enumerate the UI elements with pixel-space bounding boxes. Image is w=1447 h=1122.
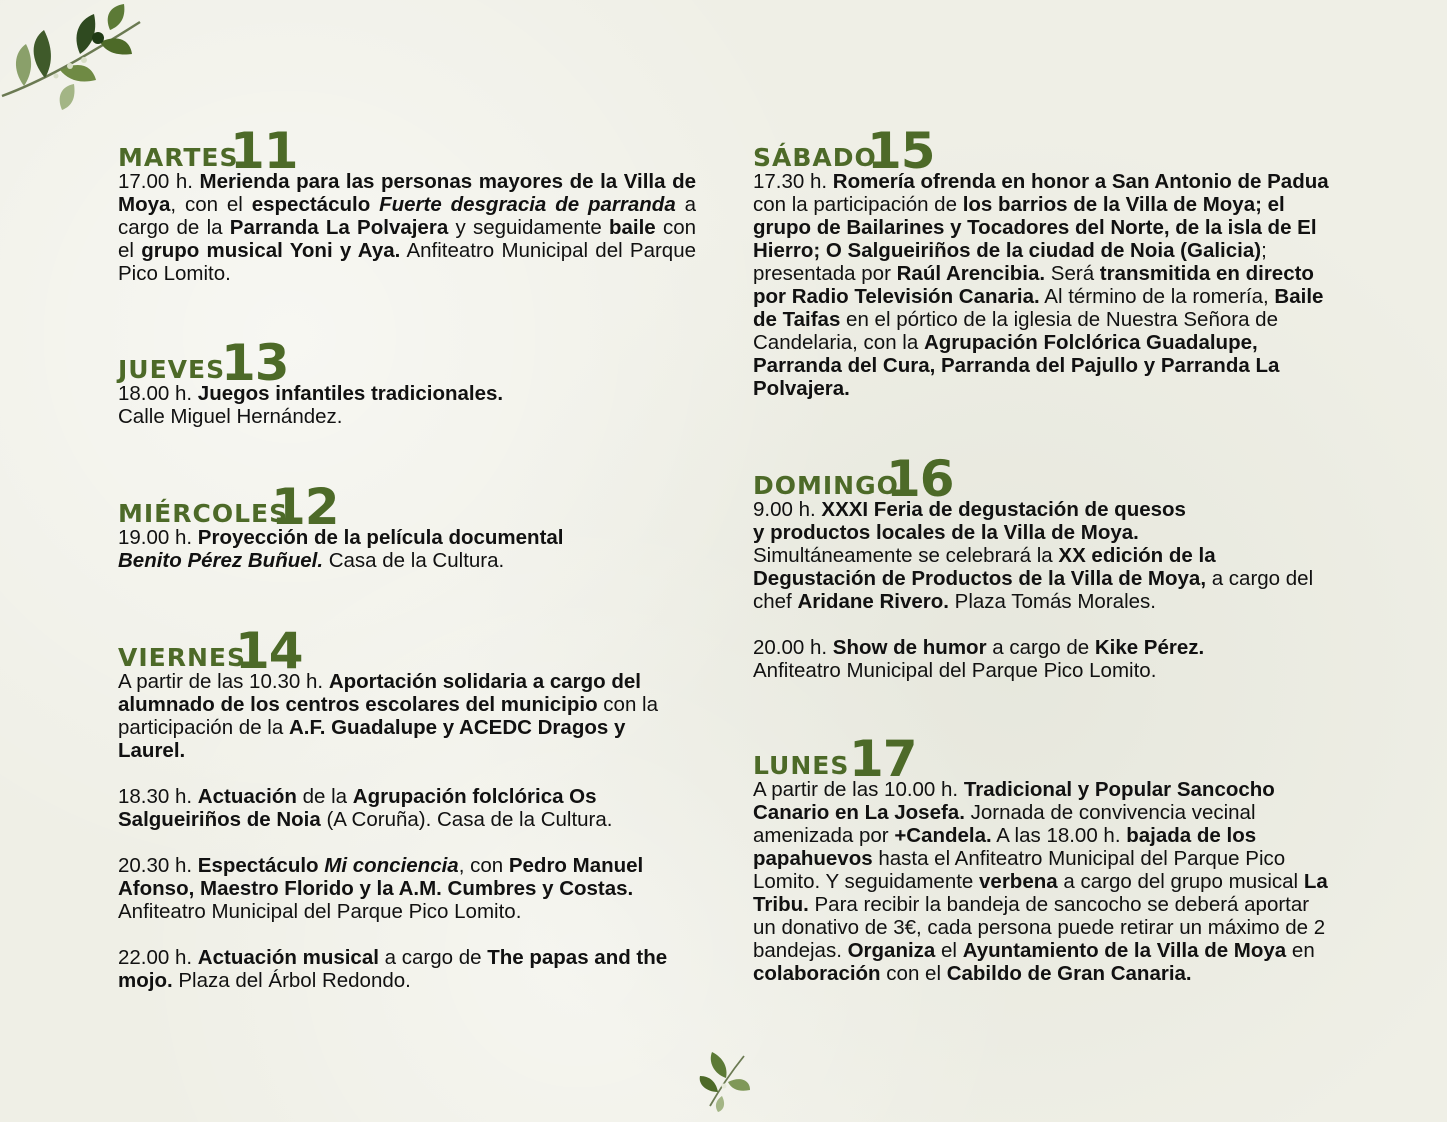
event-text: Al término de la romería, — [1039, 285, 1275, 308]
event-text: en — [1286, 939, 1315, 962]
event-highlight: Actuación musical — [197, 946, 379, 969]
day-heading — [118, 476, 696, 536]
day-name: MARTES — [118, 143, 239, 172]
event-highlight: Proyección de la película documental — [197, 526, 564, 549]
event-highlight: y productos locales de la Villa de Moya. — [753, 521, 1139, 544]
event-text: A las 18.00 h. — [991, 824, 1127, 847]
event-highlight: verbena — [979, 870, 1058, 893]
event-highlight: Romería ofrenda en honor a San Antonio de Padua — [832, 170, 1329, 193]
event-text: Simultáneamente se celebrará la — [753, 544, 1059, 567]
event-text: Jornada de convivencia vecinal amenizada por — [753, 801, 1256, 847]
event-highlight: Merienda para las personas mayores de la Villa de Moya — [118, 170, 696, 216]
day-number: 16 — [886, 450, 954, 508]
event-text: , con — [458, 854, 509, 877]
event-text: 18.00 h. — [118, 382, 198, 405]
day-domingo — [753, 448, 1333, 682]
event-text: Calle Miguel Hernández. — [118, 405, 343, 428]
event-highlight: colaboración — [753, 962, 881, 985]
day-number: 13 — [221, 334, 289, 392]
event-highlight: Juegos infantiles tradicionales. — [197, 382, 504, 405]
event-highlight: Show de humor — [832, 636, 987, 659]
event-text: Para recibir la bandeja de sancocho se deberá aportar un donativo de 3€, cada persona puede retirar un máximo de 2 bandejas. — [753, 893, 1326, 962]
event-text: Plaza Tomás Morales. — [948, 590, 1156, 613]
event-text: con la participación de — [753, 193, 963, 216]
event-highlight: Parranda La Polvajera — [229, 216, 449, 239]
day-viernes — [118, 620, 696, 992]
event-text: 20.00 h. — [753, 636, 833, 659]
event-highlight: Espectáculo — [197, 854, 325, 877]
day-name: DOMINGO — [753, 471, 899, 500]
event-highlight: Actuación — [197, 785, 297, 808]
event-highlight: grupo musical Yoni y Aya. — [141, 239, 401, 262]
event-highlight: A.F. Guadalupe y ACEDC Dragos y Laurel. — [118, 716, 626, 762]
event-text: a cargo del chef — [753, 567, 1314, 613]
event-text: con el — [880, 962, 947, 985]
event-text: A partir de las 10.30 h. — [118, 670, 329, 693]
day-number: 11 — [230, 122, 298, 180]
event-highlight: +Candela. — [894, 824, 992, 847]
event-text: con el — [118, 216, 696, 262]
day-number: 12 — [271, 478, 339, 536]
event-highlight: Agrupación folclórica Os Salgueiriños de Noia — [118, 785, 597, 831]
day-name: JUEVES — [118, 355, 226, 384]
event-text: 18.30 h. — [118, 785, 198, 808]
day-lunes — [753, 728, 1333, 985]
day-jueves — [118, 332, 696, 428]
event — [118, 946, 696, 992]
day-heading — [118, 120, 696, 180]
event-title: Fuerte desgracia de parranda — [379, 193, 676, 216]
event-text: Anfiteatro Municipal del Parque Pico Lomito. — [118, 239, 697, 285]
olive-branch-icon — [0, 0, 150, 130]
event-text: 9.00 h. — [753, 498, 822, 521]
event-text: Casa de la Cultura. — [323, 549, 505, 572]
event-highlight: The papas and the mojo. — [118, 946, 668, 992]
event-text: hasta el Anfiteatro Municipal del Parque Pico Lomito. Y seguidamente — [753, 847, 1286, 893]
event-text: en el pórtico de la iglesia de Nuestra Señora de Candelaria, con la — [753, 308, 1278, 354]
event-highlight: Tradicional y Popular Sancocho Canario en La Josefa. — [753, 778, 1275, 824]
event-text: Será — [1045, 262, 1100, 285]
event-text: 22.00 h. — [118, 946, 198, 969]
event-highlight: XX edición de la Degustación de Productos de la Villa de Moya, — [753, 544, 1216, 590]
day-heading — [753, 448, 1333, 508]
event-highlight: bajada de los papahuevos — [753, 824, 1257, 870]
event-highlight: Baile de Taifas — [753, 285, 1324, 331]
event-highlight: Organiza — [847, 939, 936, 962]
event-text: Plaza del Árbol Redondo. — [172, 969, 411, 992]
event — [118, 854, 696, 923]
event-text: a cargo de la — [118, 193, 696, 239]
day-number: 15 — [867, 122, 935, 180]
event-text: y seguidamente — [448, 216, 609, 239]
event-text: ; presentada por — [753, 239, 1267, 285]
day-miercoles — [118, 476, 696, 572]
event-highlight: Kike Pérez. — [1094, 636, 1205, 659]
day-name: VIERNES — [118, 643, 246, 672]
event-highlight: Pedro Manuel Afonso, Maestro Florido y la A.M. Cumbres y Costas. — [118, 854, 644, 900]
event-highlight: Aridane Rivero. — [797, 590, 949, 613]
event-text: 17.30 h. — [753, 170, 833, 193]
day-heading — [753, 120, 1333, 180]
event-title: Benito Pérez Buñuel. — [118, 549, 324, 572]
event-highlight: Ayuntamiento de la Villa de Moya — [962, 939, 1287, 962]
day-number: 17 — [849, 730, 917, 788]
event-text: a cargo del grupo musical — [1057, 870, 1304, 893]
event-text: 17.00 h. — [118, 170, 200, 193]
event-text: de la — [296, 785, 353, 808]
day-name: MIÉRCOLES — [118, 499, 289, 528]
event-text: con la participación de la — [118, 693, 659, 739]
event-text: 19.00 h. — [118, 526, 198, 549]
event-text: 20.30 h. — [118, 854, 198, 877]
event — [753, 778, 1333, 985]
day-heading — [753, 728, 1333, 788]
event-title: Mi conciencia — [324, 854, 459, 877]
event — [118, 670, 696, 762]
day-martes — [118, 120, 696, 285]
event — [118, 785, 696, 831]
event-highlight: Raúl Arencibia. — [896, 262, 1046, 285]
event-text: (A Coruña). Casa de la Cultura. — [320, 808, 613, 831]
event — [118, 526, 696, 572]
event-highlight: Cabildo de Gran Canaria. — [946, 962, 1192, 985]
day-name: SÁBADO — [753, 143, 877, 172]
event-text: Anfiteatro Municipal del Parque Pico Lomito. — [118, 900, 522, 923]
event — [753, 636, 1333, 682]
event-highlight: Aportación solidaria a cargo del alumnado de los centros escolares del municipio — [118, 670, 641, 716]
event-highlight: baile — [608, 216, 656, 239]
day-number: 14 — [235, 622, 303, 680]
event — [753, 498, 1333, 613]
event-highlight: Agrupación Folclórica Guadalupe, Parranda del Cura, Parranda del Pajullo y Parranda La Polvajera. — [753, 331, 1280, 400]
event-text: a cargo de — [378, 946, 488, 969]
event-text: Anfiteatro Municipal del Parque Pico Lomito. — [753, 659, 1157, 682]
event-text: el — [935, 939, 963, 962]
event — [118, 382, 696, 428]
event-highlight: XXXI Feria de degustación de quesos — [821, 498, 1186, 521]
day-heading — [118, 332, 696, 392]
event-highlight: La Tribu. — [753, 870, 1328, 916]
event-highlight: los barrios de la Villa de Moya; el grupo de Bailarines y Tocadores del Norte, de la isla de El Hierro; O Salgueiriños de la ciudad de Noia (Galicia) — [753, 193, 1317, 262]
event-highlight: transmitida en directo por Radio Televisión Canaria. — [753, 262, 1314, 308]
leaf-sprig-icon — [696, 1048, 752, 1112]
day-heading — [118, 620, 696, 680]
day-name: LUNES — [753, 751, 850, 780]
event — [118, 170, 696, 285]
event — [753, 170, 1333, 400]
event-text: A partir de las 10.00 h. — [753, 778, 964, 801]
event-text: , con el — [170, 193, 252, 216]
event-highlight: espectáculo — [251, 193, 380, 216]
event-text: a cargo de — [986, 636, 1095, 659]
day-sabado — [753, 120, 1333, 400]
